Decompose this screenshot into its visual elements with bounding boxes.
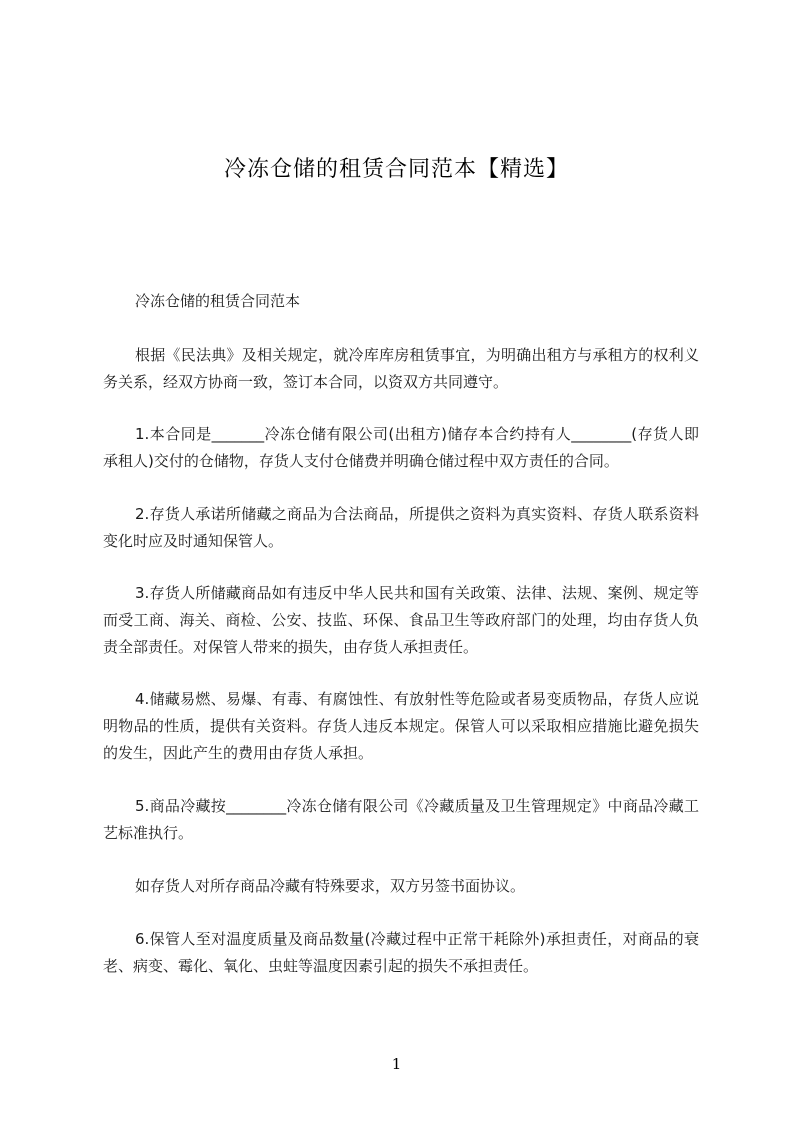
paragraph-clause-3: 3.存货人所储藏商品如有违反中华人民共和国有关政策、法律、法规、案例、规定等而受工商、海关、商检、公安、技监、环保、食品卫生等政府部门的处理，均由存货人负责全部责任。对保管人带来的损失，由存货人承担责任。 <box>103 584 699 656</box>
paragraph-preamble: 根据《民法典》及相关规定，就冷库库房租赁事宜，为明确出租方与承租方的权利义务关系，经双方协商一致，签订本合同，以资双方共同遵守。 <box>103 346 699 391</box>
document-subtitle: 冷冻仓储的租赁合同范本 <box>135 292 301 310</box>
paragraph-clause-5: 5.商品冷藏按________冷冻仓储有限公司《冷藏质量及卫生管理规定》中商品冷藏工艺标准执行。 <box>103 797 699 842</box>
paragraph-clause-4: 4.储藏易燃、易爆、有毒、有腐蚀性、有放射性等危险或者易变质物品，存货人应说明物品的性质，提供有关资料。存货人违反本规定。保管人可以采取相应措施比避免损失的发生，因此产生的费用由存货人承担。 <box>103 690 699 762</box>
paragraph-clause-1: 1.本合同是_______冷冻仓储有限公司(出租方)储存本合约持有人________(存货人即承租人)交付的仓储物，存货人支付仓储费并明确仓储过程中双方责任的合同。 <box>103 425 699 470</box>
paragraph-clause-2: 2.存货人承诺所储藏之商品为合法商品，所提供之资料为真实资料、存货人联系资料变化时应及时通知保管人。 <box>103 505 699 550</box>
page-title: 冷冻仓储的租赁合同范本【精选】 <box>223 156 569 182</box>
paragraph-clause-6: 6.保管人至对温度质量及商品数量(冷藏过程中正常干耗除外)承担责任，对商品的衰老、病变、霉化、氧化、虫蛀等温度因素引起的损失不承担责任。 <box>103 930 699 975</box>
page-number: 1 <box>391 1055 402 1073</box>
paragraph-special-requirements: 如存货人对所存商品冷藏有特殊要求，双方另签书面协议。 <box>135 877 526 895</box>
